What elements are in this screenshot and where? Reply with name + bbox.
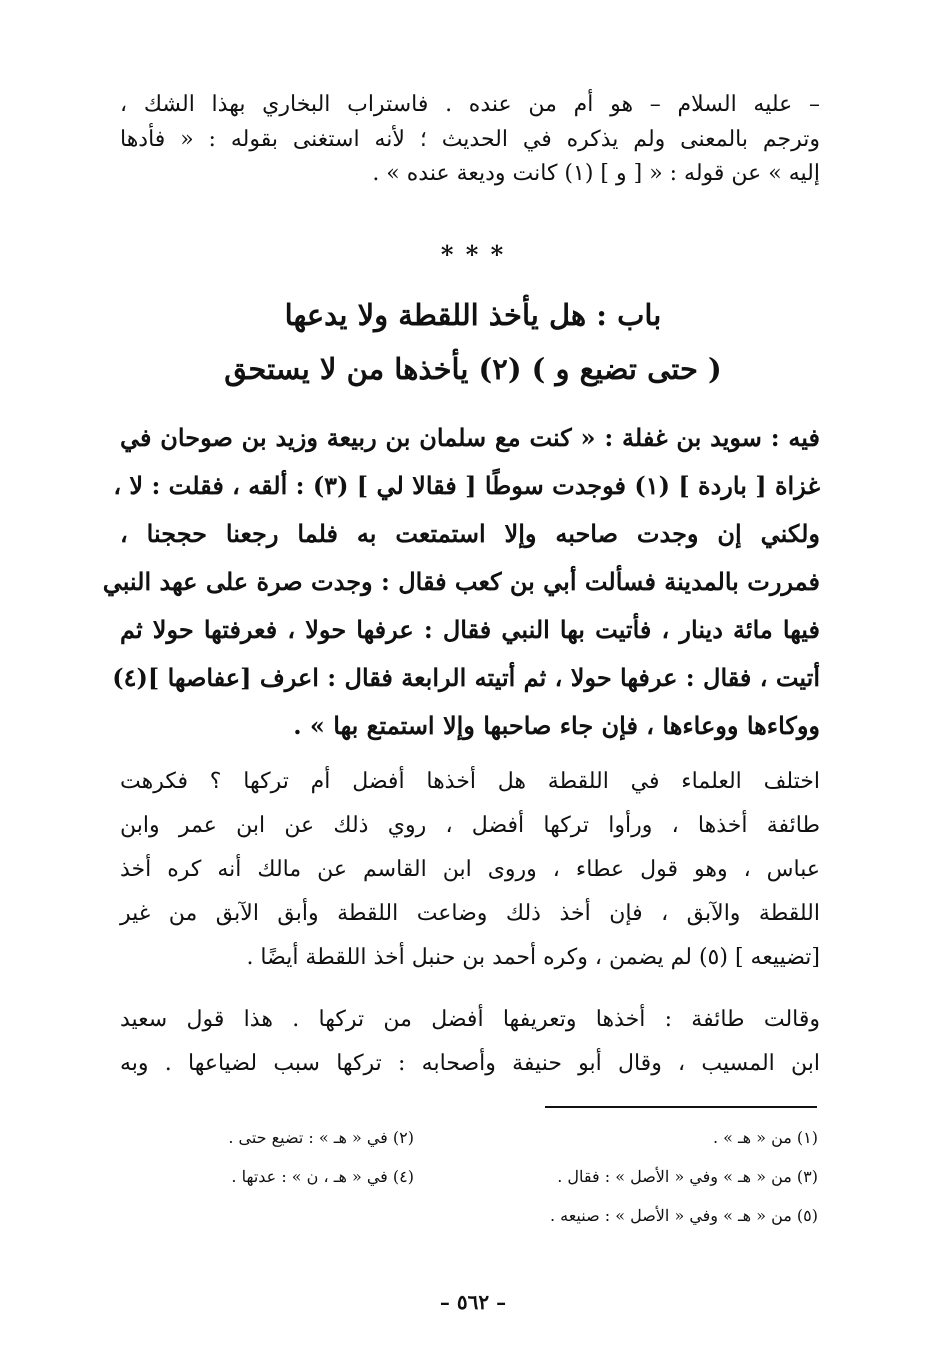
commentary-line: اللقطة والآبق ، فإن أخذ ذلك وضاعت اللقطة وأبق الآبق من غير — [120, 901, 820, 926]
intro-paragraph — [120, 88, 820, 192]
footnote-1: (١) من « هـ » . — [712, 1128, 818, 1147]
chapter-title-line-2: ( حتى تضيع و ) (٢) يأخذها من لا يستحق — [224, 352, 722, 386]
commentary-paragraph-1 — [120, 760, 820, 980]
hadith-line: فيها مائة دينار ، فأتيت بها النبي فقال : عرفها حولا ، فعرفتها حولا ثم — [120, 615, 820, 644]
commentary-line: وقالت طائفة : أخذها وتعريفها أفضل من تركها . هذا قول سعيد — [120, 1007, 820, 1032]
hadith-line: فيه : سويد بن غفلة : « كنت مع سلمان بن ربيعة وزيد بن صوحان في — [120, 423, 820, 452]
hadith-line: غزاة [ باردة ] (١) فوجدت سوطًا [ فقالا لي ] (٣) : ألقه ، فقلت : لا ، — [113, 471, 820, 500]
commentary-line: ابن المسيب ، وقال أبو حنيفة وأصحابه : تركها سبب لضياعها . وبه — [120, 1051, 820, 1076]
chapter-title-line-1: باب : هل يأخذ اللقطة ولا يدعها — [284, 298, 662, 332]
intro-line: – عليه السلام – هو أم من عنده . فاستراب البخاري بهذا الشك ، — [120, 92, 820, 117]
commentary-paragraph-2 — [120, 998, 820, 1086]
hadith-paragraph — [102, 414, 821, 750]
hadith-line: فمررت بالمدينة فسألت أبي بن كعب فقال : وجدت صرة على عهد النبي — [102, 567, 820, 596]
commentary-line: طائفة أخذها ، ورأوا تركها أفضل ، روي ذلك عن ابن عمر وابن — [120, 813, 820, 838]
footnote-divider — [545, 1106, 817, 1108]
footnote-5: (٥) من « هـ » وفي « الأصل » : صنيعه . — [549, 1206, 818, 1225]
hadith-line: ولكني إن وجدت صاحبه وإلا استمتعت به فلما رجعنا حججنا ، — [120, 519, 821, 548]
commentary-line: اختلف العلماء في اللقطة هل أخذها أفضل أم تركها ؟ فكرهت — [120, 769, 820, 794]
intro-line: وترجم بالمعنى ولم يذكره في الحديث ؛ لأنه استغنى بقوله : « فأدها — [120, 126, 820, 152]
footnote-4: (٤) في « هـ ، ن » : عدتها . — [231, 1167, 414, 1186]
hadith-line: ووكاءها ووعاءها ، فإن جاء صاحبها وإلا استمتع بها » . — [293, 711, 820, 740]
footnote-3: (٣) من « هـ » وفي « الأصل » : فقال . — [557, 1167, 818, 1186]
hadith-line: أتيت ، فقال : عرفها حولا ، ثم أتيته الرابعة فقال : اعرف [عفاصها ](٤) — [112, 663, 820, 692]
footnote-2: (٢) في « هـ » : تضيع حتى . — [228, 1128, 414, 1147]
page-number: – ٥٦٢ – — [439, 1290, 507, 1314]
commentary-line: عباس ، وهو قول عطاء ، وروى ابن القاسم عن مالك أنه كره أخذ — [120, 857, 820, 882]
intro-line: إليه » عن قوله : « [ و ] (١) كانت وديعة عنده » . — [372, 161, 820, 186]
commentary-line: [تضييعه ] (٥) لم يضمن ، وكره أحمد بن حنبل أخذ اللقطة أيضًا . — [246, 945, 820, 970]
section-separator: * * * — [440, 240, 506, 269]
